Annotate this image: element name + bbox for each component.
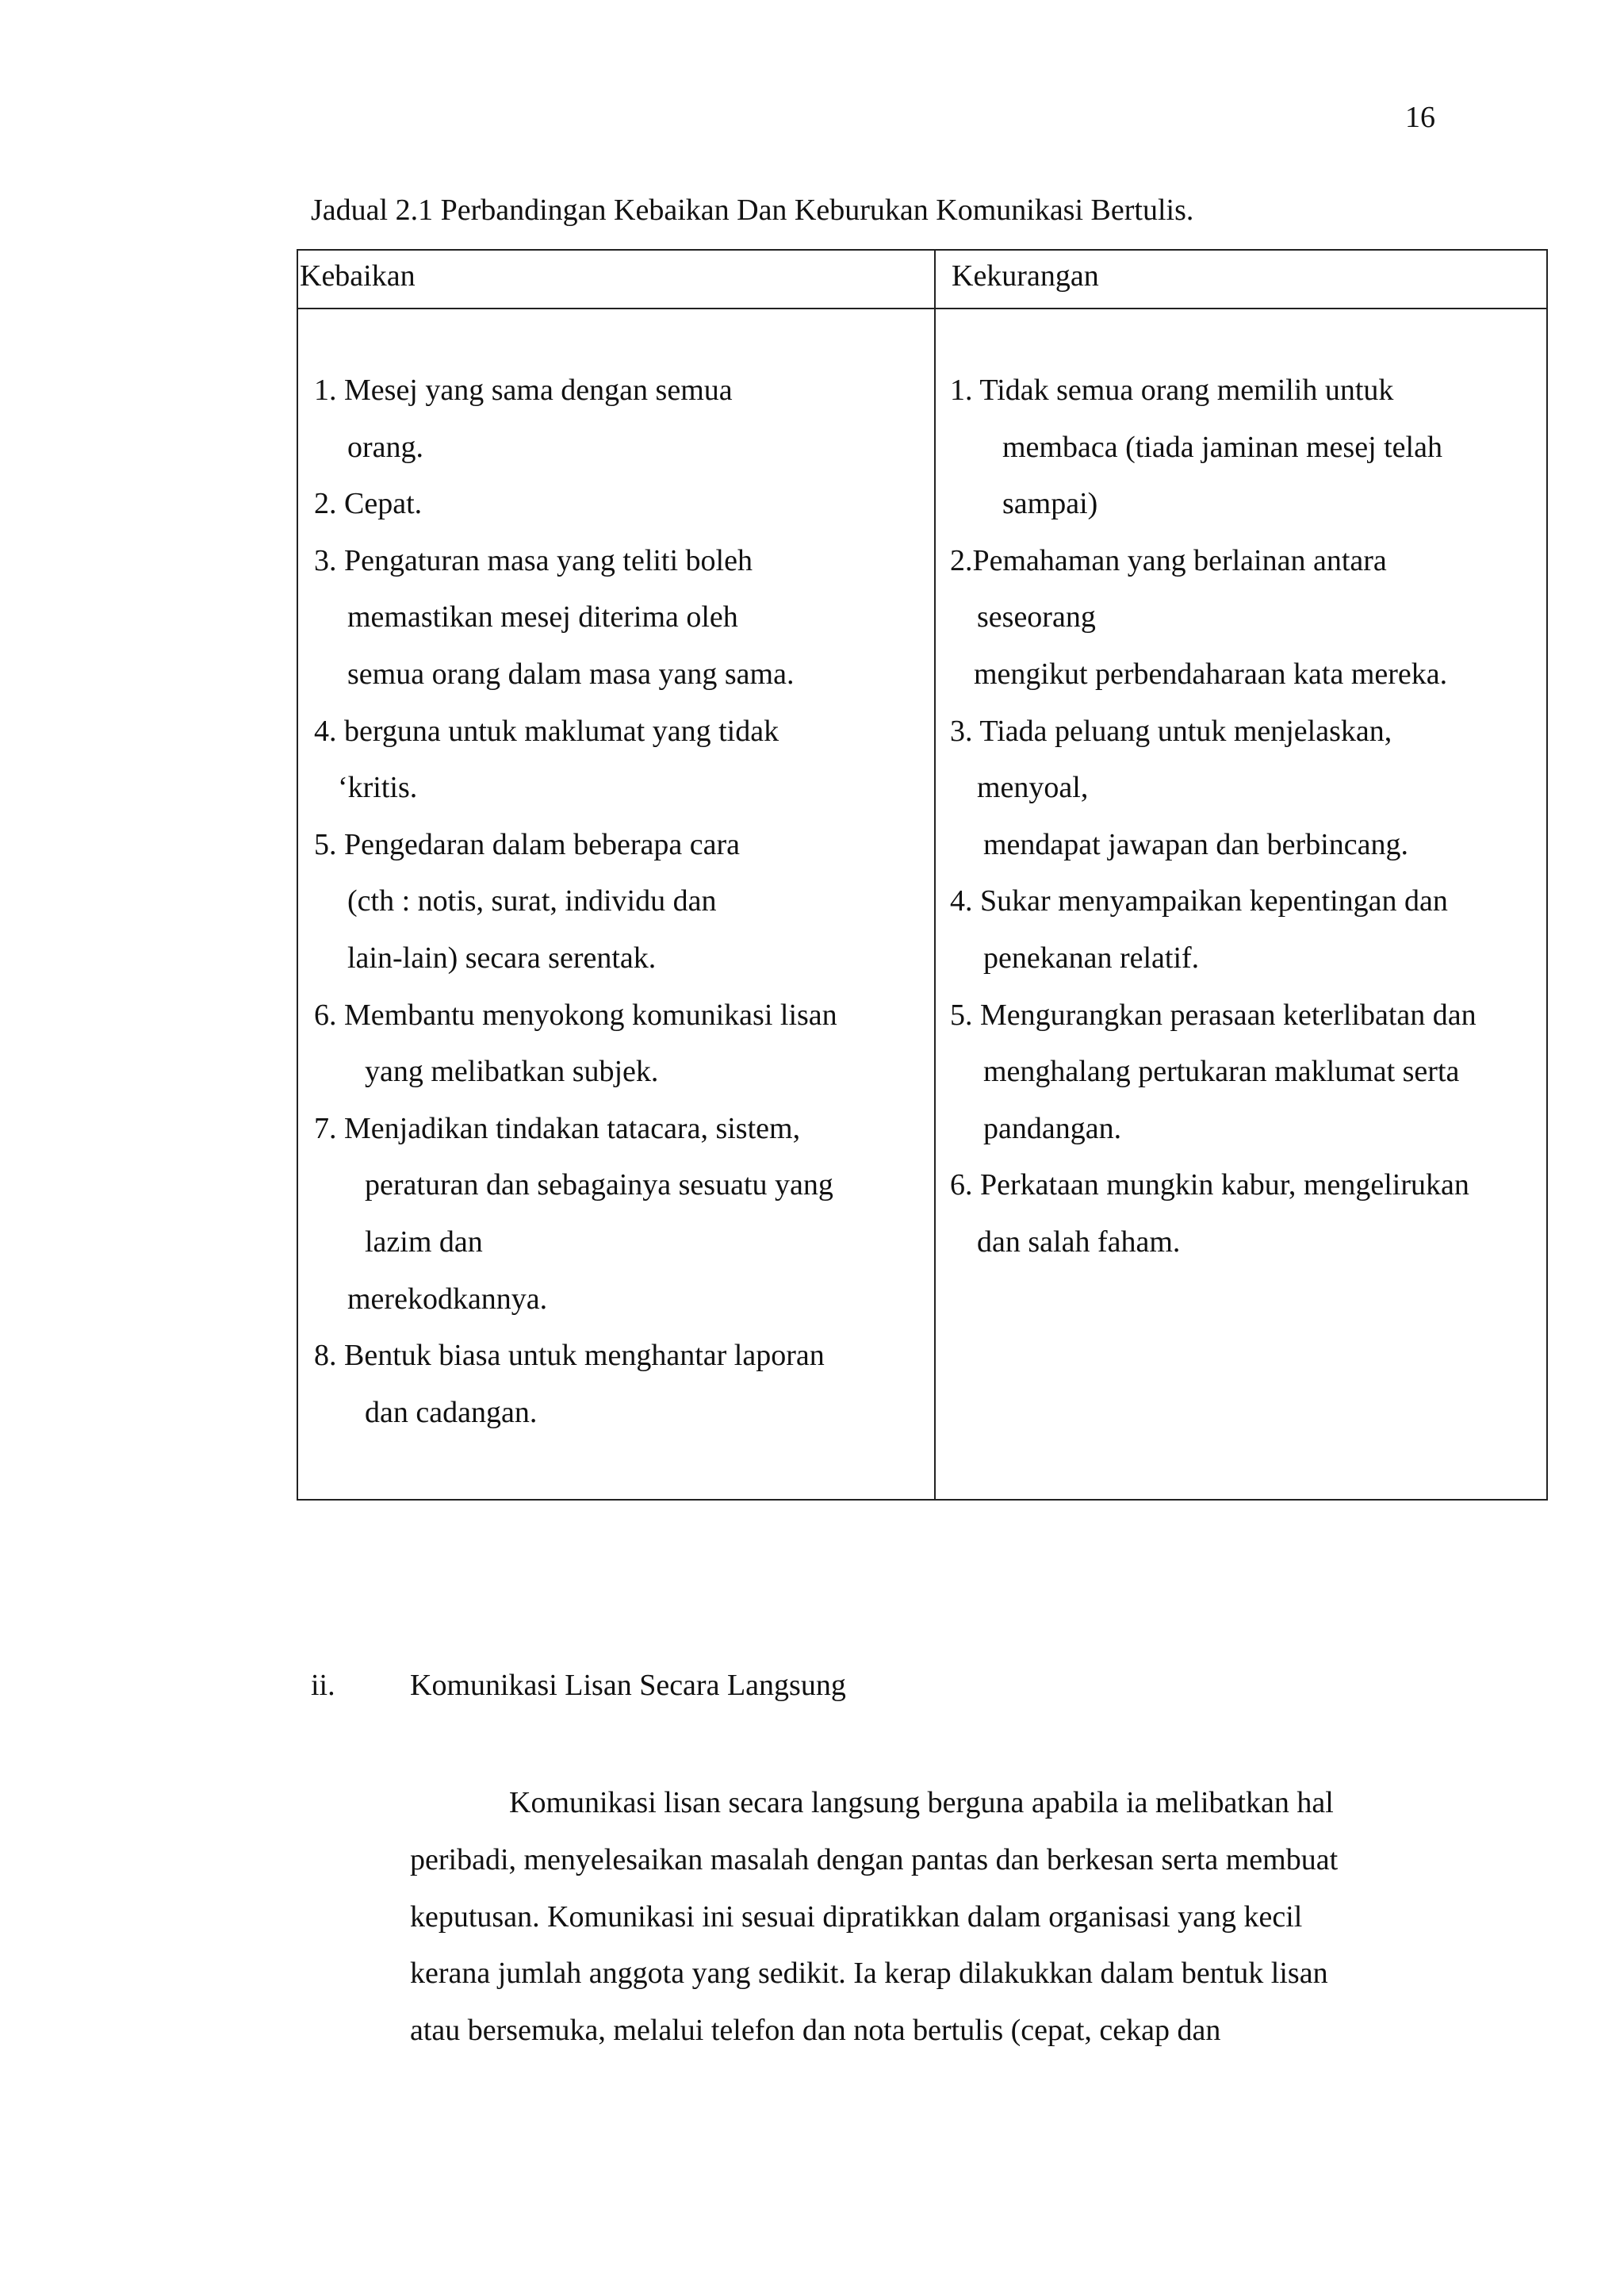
disadvantage-line: penekanan relatif. — [983, 941, 1200, 975]
disadvantages-list — [950, 362, 1477, 1271]
header-divider — [298, 308, 1546, 309]
disadvantage-line: 2.Pemahaman yang berlainan antara — [950, 543, 1387, 577]
advantage-line: lain-lain) secara serentak. — [347, 941, 657, 975]
advantage-line: (cth : notis, surat, individu dan — [347, 884, 717, 918]
disadvantage-line: seseorang — [977, 600, 1096, 634]
disadvantage-line: membaca (tiada jaminan mesej telah — [1002, 430, 1442, 464]
advantage-line: 3. Pengaturan masa yang teliti boleh — [314, 543, 753, 577]
advantage-line: merekodkannya. — [347, 1282, 548, 1316]
paragraph-line: atau bersemuka, melalui telefon dan nota bertulis (cepat, cekap dan — [410, 2014, 1221, 2048]
advantage-line: 6. Membantu menyokong komunikasi lisan — [314, 998, 837, 1032]
disadvantage-line: sampai) — [1002, 487, 1098, 521]
advantage-line: 2. Cepat. — [314, 487, 423, 521]
disadvantage-line: menyoal, — [977, 771, 1089, 805]
advantage-line: 8. Bentuk biasa untuk menghantar laporan — [314, 1339, 825, 1373]
advantage-line: orang. — [347, 430, 424, 464]
disadvantage-line: 5. Mengurangkan perasaan keterlibatan dan — [950, 998, 1477, 1032]
page-number: 16 — [1405, 101, 1435, 134]
paragraph-line: peribadi, menyelesaikan masalah dengan pantas dan berkesan serta membuat — [410, 1842, 1339, 1876]
disadvantage-line: 3. Tiada peluang untuk menjelaskan, — [950, 714, 1392, 748]
paragraph-line: kerana jumlah anggota yang sedikit. Ia kerap dilakukkan dalam bentuk lisan — [410, 1957, 1328, 1991]
advantage-line: lazim dan — [365, 1225, 483, 1259]
advantages-list — [314, 362, 837, 1441]
advantage-line: ‘kritis. — [338, 771, 418, 805]
disadvantage-line: pandangan. — [983, 1111, 1122, 1145]
disadvantage-line: menghalang pertukaran maklumat serta — [983, 1055, 1460, 1089]
disadvantage-line: dan salah faham. — [977, 1225, 1181, 1259]
advantage-line: 7. Menjadikan tindakan tatacara, sistem, — [314, 1111, 801, 1145]
section-paragraph — [410, 1775, 1338, 2060]
section-number: ii. — [311, 1669, 335, 1702]
header-disadvantages: Kekurangan — [952, 259, 1099, 293]
paragraph-line: Komunikasi lisan secara langsung berguna apabila ia melibatkan hal — [509, 1786, 1334, 1819]
disadvantage-line: 6. Perkataan mungkin kabur, mengelirukan — [950, 1168, 1469, 1202]
comparison-table — [297, 249, 1548, 1501]
column-divider — [934, 251, 936, 1499]
section-title: Komunikasi Lisan Secara Langsung — [410, 1669, 846, 1702]
paragraph-line: keputusan. Komunikasi ini sesuai dipratikkan dalam organisasi yang kecil — [410, 1899, 1303, 1934]
advantage-line: yang melibatkan subjek. — [365, 1055, 659, 1089]
advantage-line: peraturan dan sebagainya sesuatu yang — [365, 1168, 833, 1202]
disadvantage-line: mengikut perbendaharaan kata mereka. — [974, 657, 1448, 691]
disadvantage-line: mendapat jawapan dan berbincang. — [983, 827, 1408, 861]
advantage-line: memastikan mesej diterima oleh — [347, 600, 738, 634]
disadvantage-line: 1. Tidak semua orang memilih untuk — [950, 374, 1394, 407]
advantage-line: semua orang dalam masa yang sama. — [347, 657, 795, 691]
table-caption: Jadual 2.1 Perbandingan Kebaikan Dan Keburukan Komunikasi Bertulis. — [311, 194, 1194, 227]
header-advantages: Kebaikan — [300, 259, 416, 293]
advantage-line: 4. berguna untuk maklumat yang tidak — [314, 714, 779, 748]
advantage-line: 5. Pengedaran dalam beberapa cara — [314, 827, 740, 861]
disadvantage-line: 4. Sukar menyampaikan kepentingan dan — [950, 884, 1448, 918]
advantage-line: 1. Mesej yang sama dengan semua — [314, 374, 733, 407]
advantage-line: dan cadangan. — [365, 1395, 538, 1429]
